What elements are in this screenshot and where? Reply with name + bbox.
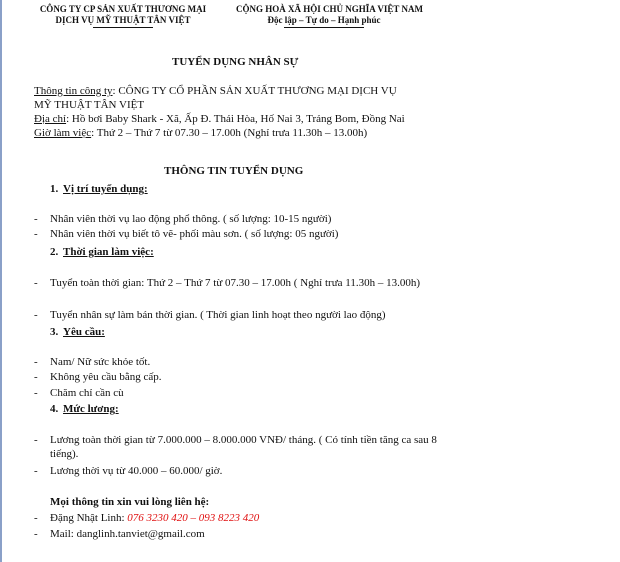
company-header-line1: CÔNG TY CP SẢN XUẤT THƯƠNG MẠI bbox=[39, 4, 207, 14]
contact-heading: Mọi thông tin xin vui lòng liên hệ: bbox=[50, 496, 210, 508]
company-value-line2: MỸ THUẬT TÂN VIỆT bbox=[34, 99, 145, 111]
hours-line bbox=[34, 126, 405, 140]
section-4-label: Mức lương: bbox=[63, 403, 119, 415]
list-item-text: Tuyển nhân sự làm bán thời gian. ( Thời gian linh hoạt theo người lao động) bbox=[50, 309, 386, 321]
section-2-label: Thời gian làm việc: bbox=[63, 246, 154, 258]
bullet: - bbox=[34, 356, 38, 368]
list-item bbox=[34, 212, 331, 226]
section-2-number: 2. bbox=[50, 246, 59, 258]
bullet: - bbox=[34, 309, 38, 321]
company-header bbox=[38, 4, 208, 28]
national-header-underline bbox=[284, 27, 364, 28]
company-label: Thông tin công ty bbox=[34, 85, 113, 97]
page-title: TUYỂN DỤNG NHÂN SỰ bbox=[172, 56, 299, 68]
company-header-line2: DỊCH VỤ MỸ THUẬT TÂN VIỆT bbox=[55, 15, 191, 25]
section-1-label: Vị trí tuyển dụng: bbox=[63, 183, 148, 195]
section-title: THÔNG TIN TUYỂN DỤNG bbox=[164, 165, 304, 177]
company-value-line1: : CÔNG TY CỔ PHẦN SẢN XUẤT THƯƠNG MẠI DỊCH VỤ bbox=[112, 85, 397, 97]
list-item-text: Tuyển toàn thời gian: Thứ 2 – Thứ 7 từ 07.30 – 17.00h ( Nghỉ trưa 11.30h – 13.00h) bbox=[50, 277, 421, 289]
contact-mail-line bbox=[34, 527, 205, 541]
bullet: - bbox=[34, 465, 38, 477]
list-item bbox=[34, 464, 222, 478]
bullet: - bbox=[34, 528, 38, 540]
address-label: Địa chỉ bbox=[34, 113, 67, 125]
bullet: - bbox=[34, 277, 38, 289]
address-value: : Hồ bơi Baby Shark - Xã, Ấp Đ. Thái Hòa, Hố Nai 3, Trảng Bom, Đồng Nai bbox=[66, 113, 405, 125]
contact-name-separator: : bbox=[121, 512, 128, 524]
hours-value: : Thứ 2 – Thứ 7 từ 07.30 – 17.00h (Nghỉ trưa 11.30h – 13.00h) bbox=[91, 127, 368, 139]
page-left-edge bbox=[0, 0, 2, 562]
hours-label: Giờ làm việc bbox=[34, 127, 92, 139]
list-item-text: Chăm chỉ cần cù bbox=[50, 387, 124, 399]
bullet: - bbox=[34, 371, 38, 383]
contact-name: Đặng Nhật Linh bbox=[50, 512, 122, 524]
national-header-motto: Độc lập – Tự do – Hạnh phúc bbox=[267, 15, 381, 25]
contact-mail: Mail: danglinh.tanviet@gmail.com bbox=[50, 528, 205, 540]
bullet: - bbox=[34, 387, 38, 399]
list-item bbox=[34, 355, 150, 369]
list-item-text: Nhân viên thời vụ lao động phổ thông. ( số lượng: 10-15 người) bbox=[50, 213, 332, 225]
national-header bbox=[236, 4, 423, 28]
section-2-heading bbox=[50, 245, 154, 259]
list-item bbox=[34, 433, 454, 461]
company-header-underline bbox=[93, 27, 153, 28]
company-info bbox=[34, 84, 405, 140]
section-3-heading bbox=[50, 325, 105, 339]
section-4-number: 4. bbox=[50, 403, 59, 415]
list-item bbox=[34, 308, 386, 322]
list-item-text: Lương toàn thời gian từ 7.000.000 – 8.000.000 VNĐ/ tháng. ( Có tính tiền tăng ca sau 8 tiếng). bbox=[50, 434, 437, 460]
list-item-text: Không yêu cầu bằng cấp. bbox=[50, 371, 162, 383]
list-item bbox=[34, 227, 338, 241]
contact-name-line bbox=[34, 511, 259, 525]
section-3-label: Yêu cầu: bbox=[63, 326, 105, 338]
list-item bbox=[34, 276, 444, 290]
list-item-text: Lương thời vụ từ 40.000 – 60.000/ giờ. bbox=[50, 465, 223, 477]
company-line1 bbox=[34, 84, 405, 98]
section-1-heading bbox=[50, 182, 148, 196]
section-3-number: 3. bbox=[50, 326, 59, 338]
list-item bbox=[34, 386, 124, 400]
section-1-number: 1. bbox=[50, 183, 59, 195]
section-4-heading bbox=[50, 402, 119, 416]
address-line bbox=[34, 112, 405, 126]
bullet: - bbox=[34, 434, 38, 446]
list-item-text: Nhân viên thời vụ biết tô vẽ- phối màu sơn. ( số lượng: 05 người) bbox=[50, 228, 339, 240]
list-item-text: Nam/ Nữ sức khỏe tốt. bbox=[50, 356, 151, 368]
bullet: - bbox=[34, 213, 38, 225]
bullet: - bbox=[34, 228, 38, 240]
national-header-line1: CỘNG HOÀ XÃ HỘI CHỦ NGHĨA VIỆT NAM bbox=[236, 4, 423, 14]
contact-phones: 076 3230 420 – 093 8223 420 bbox=[127, 512, 260, 524]
list-item bbox=[34, 370, 162, 384]
bullet: - bbox=[34, 512, 38, 524]
